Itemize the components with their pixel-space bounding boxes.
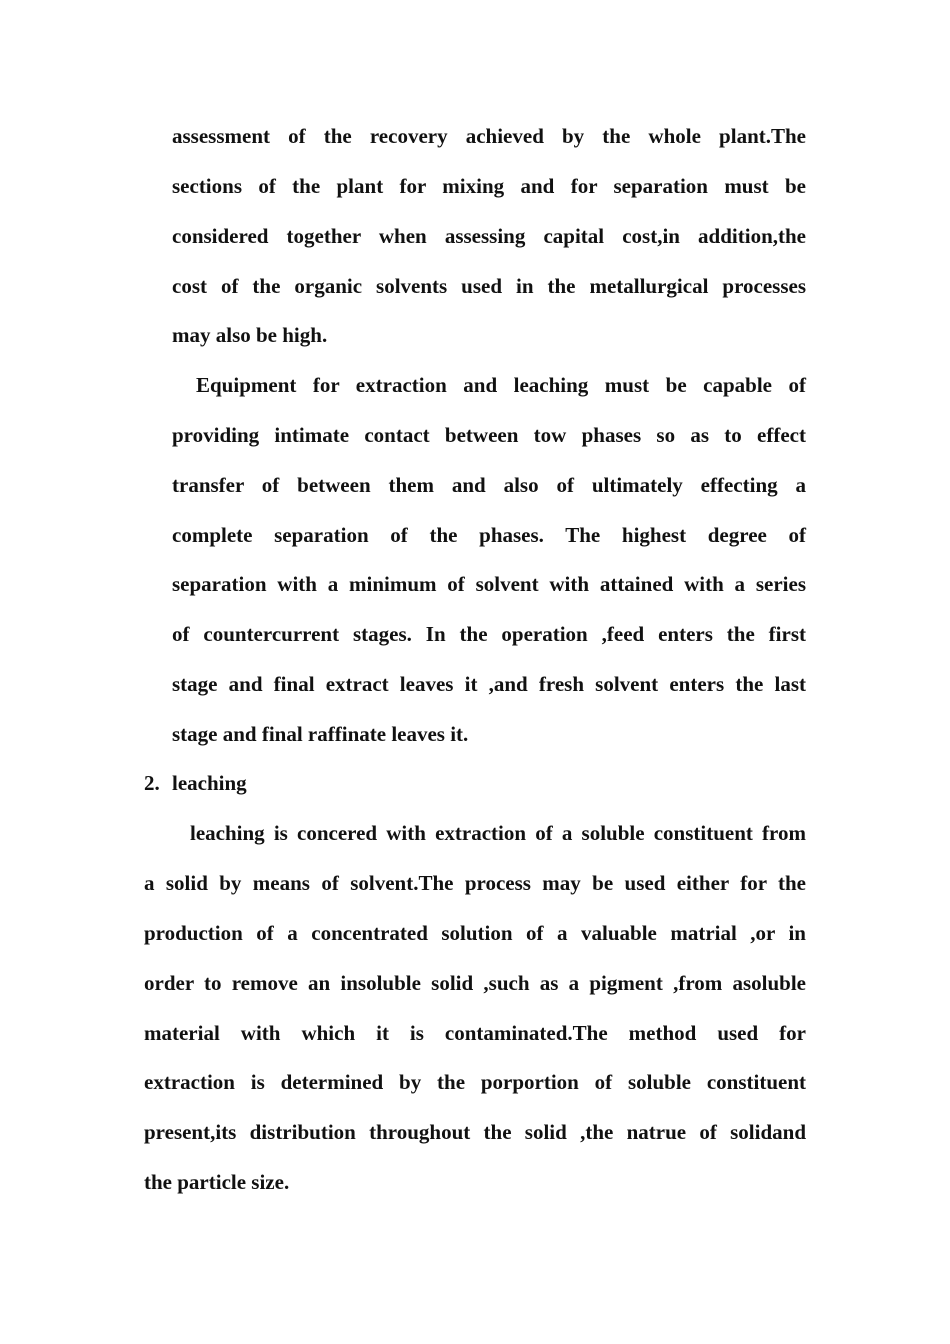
text-line: may also be high. bbox=[172, 323, 328, 347]
text-line: sections of the plant for mixing and for separation must be bbox=[172, 174, 806, 198]
text-line: considered together when assessing capital cost,in addition,the bbox=[172, 224, 806, 248]
text-line: present,its distribution throughout the solid ,the natrue of solidand bbox=[144, 1120, 806, 1144]
text-line: material with which it is contaminated.The method used for bbox=[144, 1021, 806, 1045]
text-line: transfer of between them and also of ultimately effecting a bbox=[172, 473, 806, 497]
section-title: leaching bbox=[172, 771, 247, 795]
text-line: Equipment for extraction and leaching must be capable of bbox=[196, 373, 806, 397]
text-line: a solid by means of solvent.The process may be used either for the bbox=[144, 871, 806, 895]
text-line: the particle size. bbox=[144, 1170, 290, 1194]
section-number: 2. bbox=[144, 771, 160, 795]
text-line: leaching is concered with extraction of a soluble constituent from bbox=[190, 821, 806, 845]
text-line: assessment of the recovery achieved by the whole plant.The bbox=[172, 124, 806, 148]
text-line: of countercurrent stages. In the operation ,feed enters the first bbox=[172, 622, 806, 646]
text-line: complete separation of the phases. The highest degree of bbox=[172, 523, 806, 547]
text-line: production of a concentrated solution of a valuable matrial ,or in bbox=[144, 921, 806, 945]
text-line: providing intimate contact between tow phases so as to effect bbox=[172, 423, 806, 447]
text-line: separation with a minimum of solvent with attained with a series bbox=[172, 572, 806, 596]
text-line: stage and final extract leaves it ,and fresh solvent enters the last bbox=[172, 672, 806, 696]
text-line: stage and final raffinate leaves it. bbox=[172, 722, 469, 746]
text-line: extraction is determined by the porportion of soluble constituent bbox=[144, 1070, 806, 1094]
text-line: order to remove an insoluble solid ,such as a pigment ,from asoluble bbox=[144, 971, 806, 995]
text-line: cost of the organic solvents used in the metallurgical processes bbox=[172, 274, 806, 298]
